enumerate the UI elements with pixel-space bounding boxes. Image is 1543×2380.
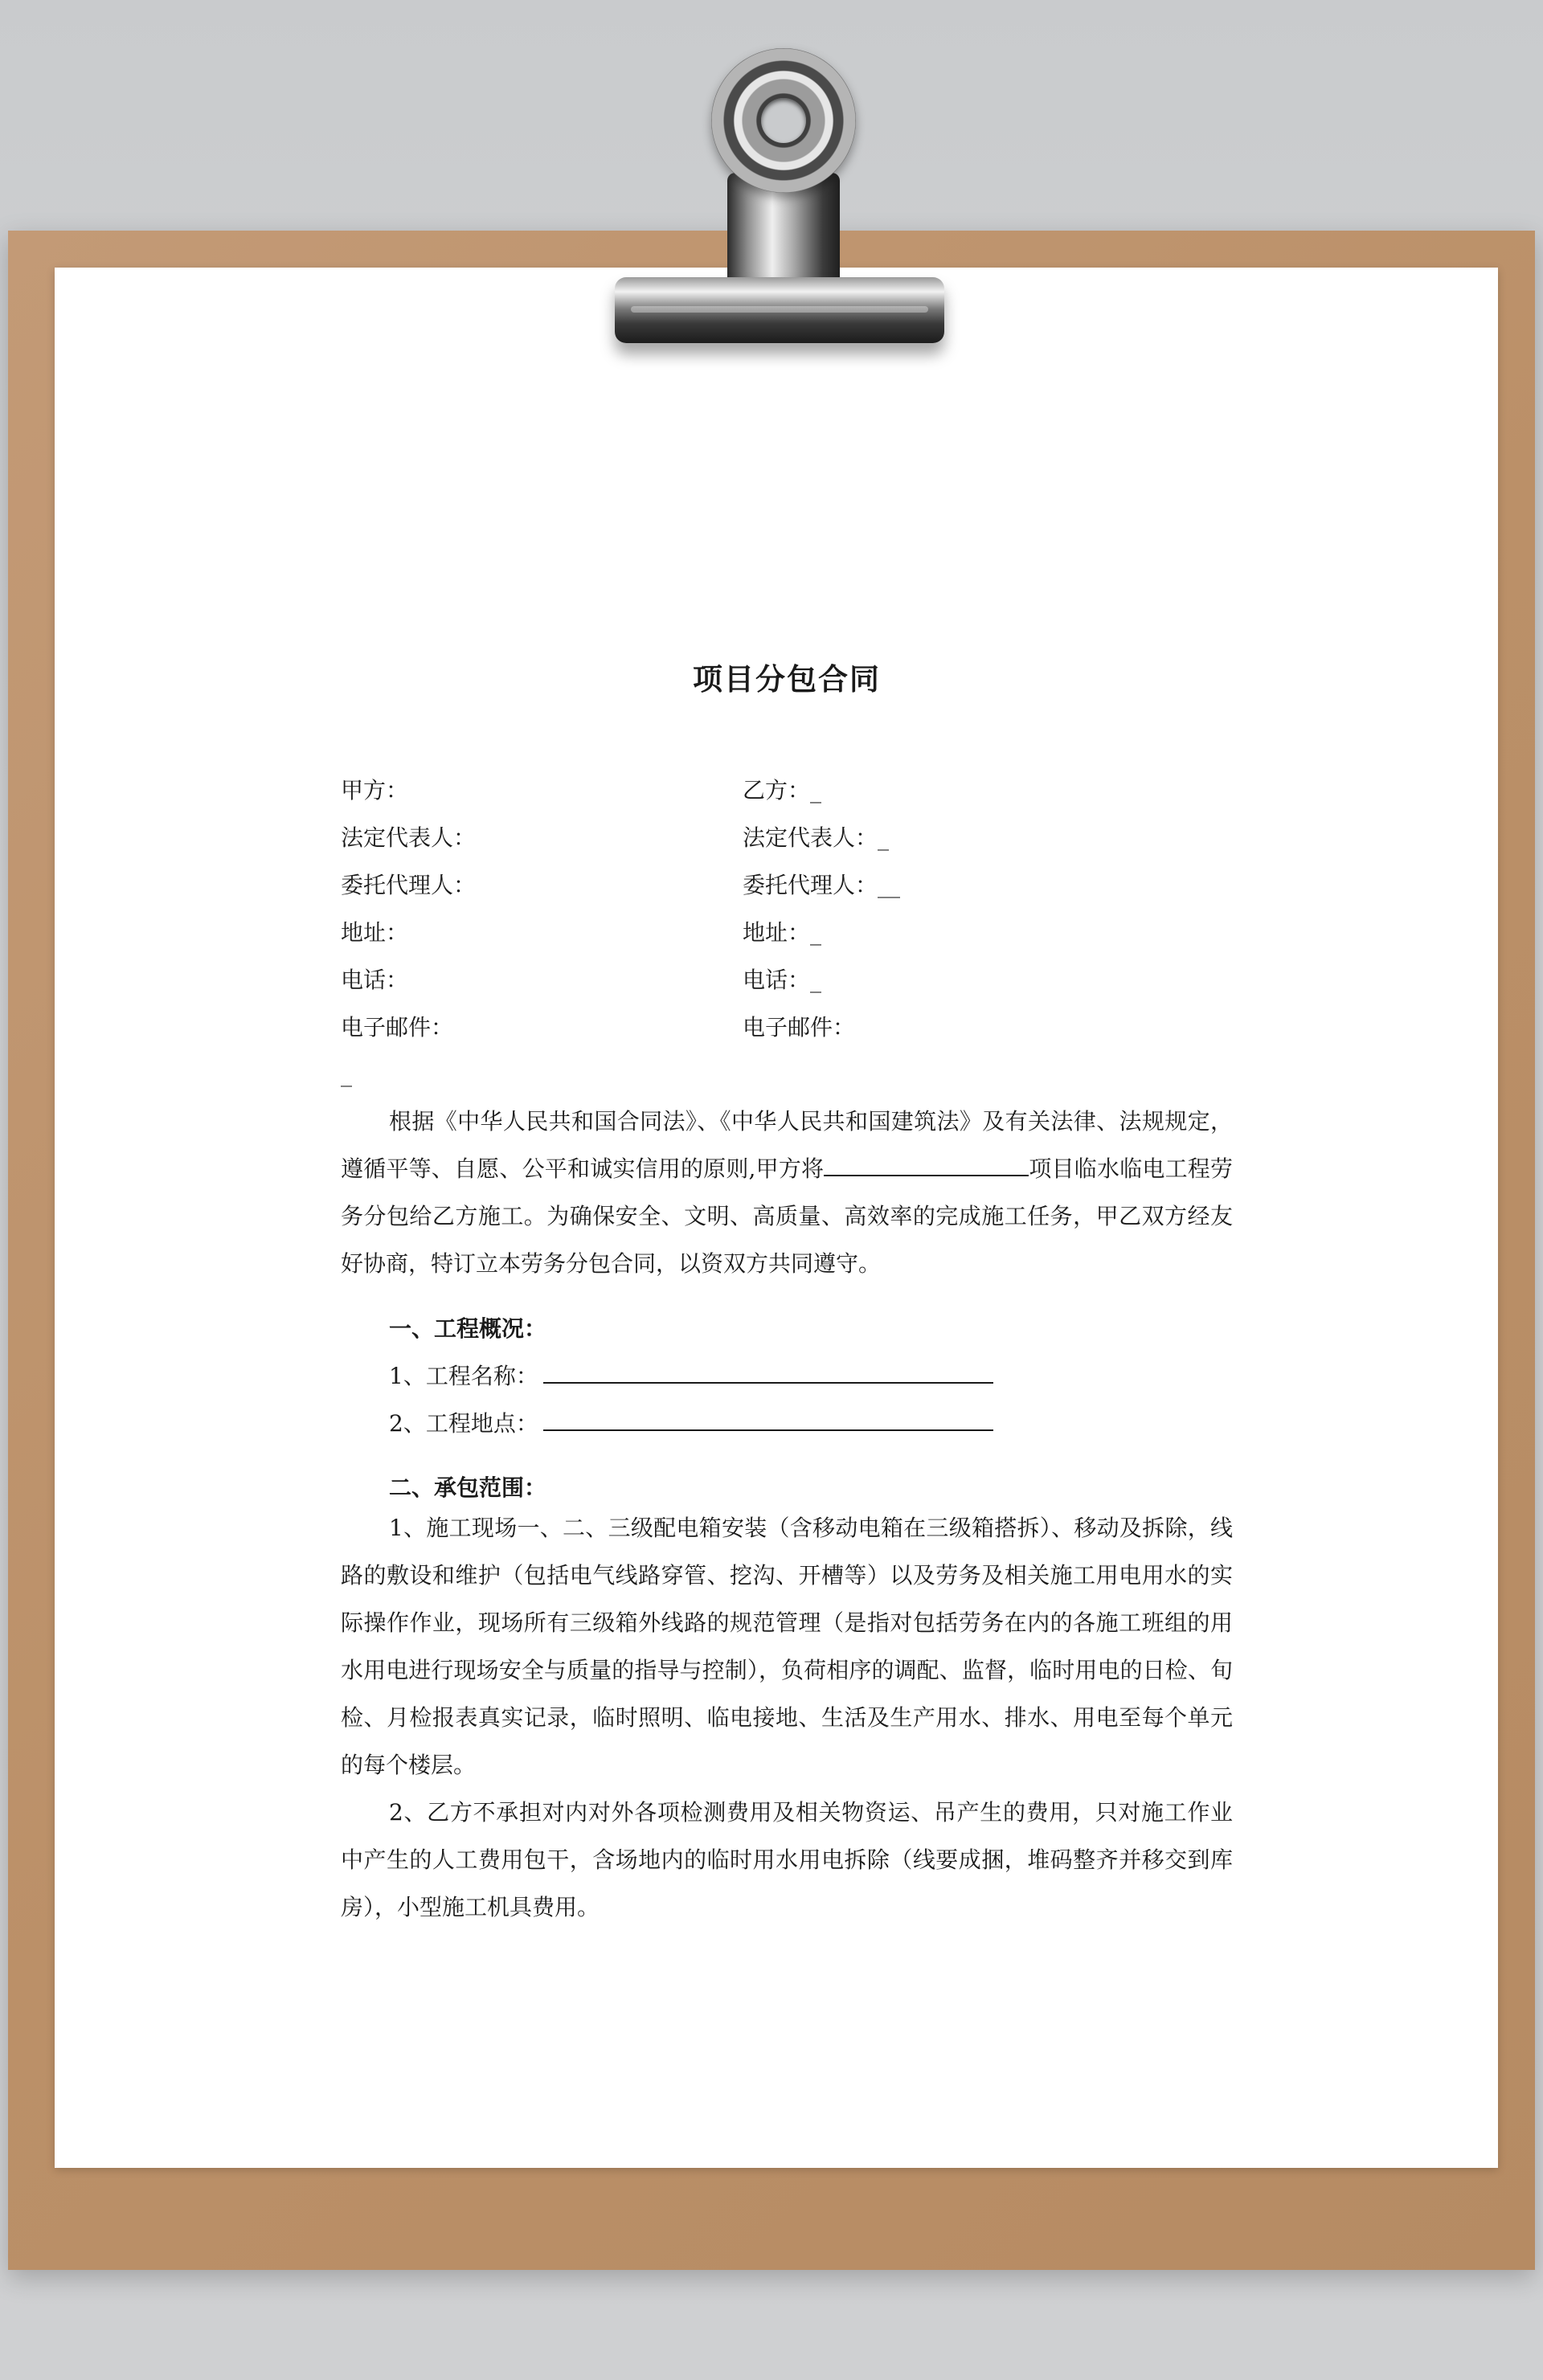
project-location-field	[389, 1406, 993, 1438]
party-a-legal-rep: 法定代表人：	[341, 824, 477, 851]
intro-text-1: 根据《中华人民共和国合同法》、《中华人民共和国建筑法》及有关法律、法规规定，遵循平等、自愿、公平和诚实信用的原则,甲方将	[341, 1108, 1233, 1182]
intro-text-2: 项目临水临电工程劳务分包给乙方施工。为确保安全、文明、高质量、高效率的完成施工任务，甲乙双方经友好协商，特订立本劳务分包合同，以资双方共同遵守。	[341, 1155, 1233, 1277]
party-a-phone: 电话：	[341, 967, 409, 993]
party-b-phone: 电话：_	[743, 967, 822, 993]
document-title: 项目分包合同	[693, 662, 881, 697]
party-a-label: 甲方：	[341, 777, 409, 804]
party-a-agent: 委托代理人：	[341, 872, 477, 898]
party-row	[341, 868, 1233, 915]
stray-underscore: _	[341, 1061, 352, 1087]
party-row	[341, 963, 1233, 1010]
project-name-underline	[543, 1361, 993, 1384]
binder-clip-ring-icon	[711, 48, 856, 193]
party-b-label: 乙方：_	[743, 777, 822, 804]
section-1-heading: 一、工程概况：	[389, 1315, 547, 1342]
project-location-label: 2、工程地点：	[389, 1410, 538, 1437]
party-b-email: 电子邮件：	[743, 1014, 856, 1041]
party-a-address: 地址：	[341, 919, 409, 946]
party-row	[341, 820, 1233, 868]
project-location-underline	[543, 1409, 993, 1431]
party-row	[341, 1010, 1233, 1057]
project-name-blank	[824, 1155, 1029, 1176]
project-name-label: 1、工程名称：	[389, 1363, 538, 1389]
section-2-heading: 二、承包范围：	[389, 1474, 547, 1501]
scope-paragraph-1: 1、施工现场一、二、三级配电箱安装（含移动电箱在三级箱搭拆）、移动及拆除，线路的敷设和维护（包括电气线路穿管、挖沟、开槽等）以及劳务及相关施工用电用水的实际操作作业，现场所有三级箱外线路的规范管理（是指对包括劳务在内的各施工班组的用水用电进行现场安全与质量的指导与控制），负荷相序的调配、监督，临时用电的日检、旬检、月检报表真实记录，临时照明、临电接地、生活及生产用水、排水、用电至每个单元的每个楼层。	[341, 1515, 1233, 1778]
intro-paragraph	[341, 1098, 1233, 1287]
party-b-legal-rep: 法定代表人：_	[743, 824, 890, 851]
party-a-email: 电子邮件：	[341, 1014, 454, 1041]
binder-clip-icon	[615, 277, 944, 343]
party-row	[341, 773, 1233, 820]
project-name-field	[389, 1359, 993, 1391]
party-row	[341, 915, 1233, 963]
scope-paragraph-2: 2、乙方不承担对内对外各项检测费用及相关物资运、吊产生的费用，只对施工作业中产生的人工费用包干，含场地内的临时用水用电拆除（线要成捆，堆码整齐并移交到库房），小型施工机具费用。	[341, 1799, 1233, 1920]
party-b-address: 地址：_	[743, 919, 822, 946]
party-b-agent: 委托代理人：__	[743, 872, 901, 898]
